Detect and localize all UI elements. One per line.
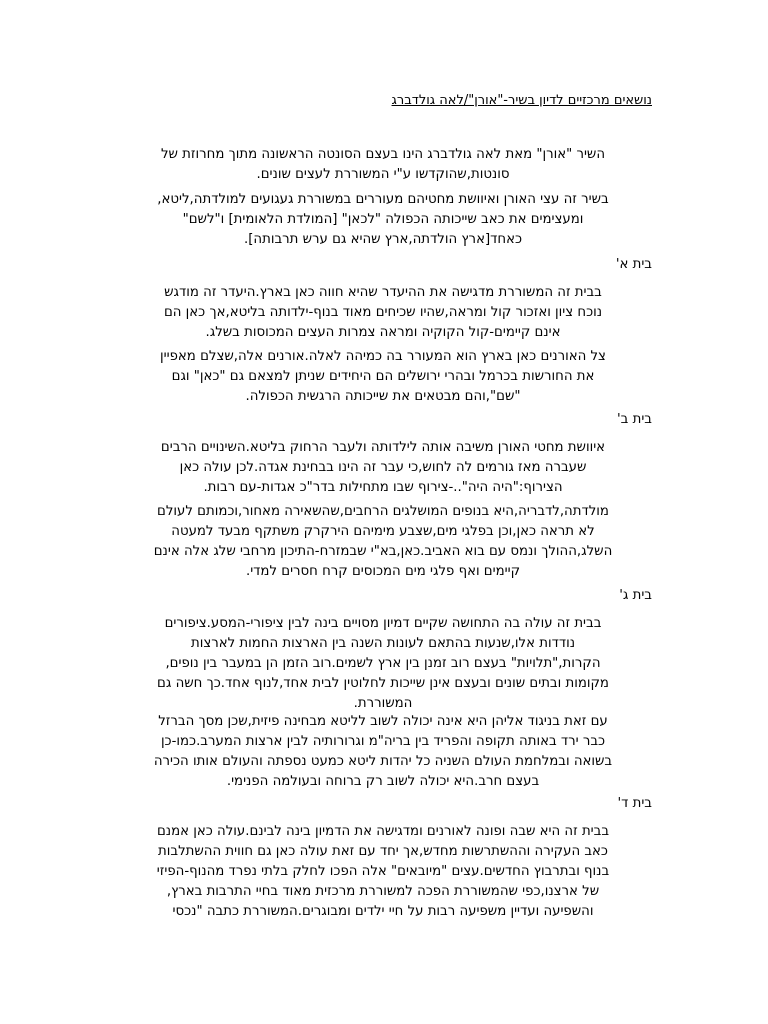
text-line: בבית זה היא שבה ופונה לאורנים ומדגישה את הדמיון בינה לבינם.עולה כאן אמנם [156, 824, 610, 839]
paragraph-stanza2-a [112, 438, 654, 498]
text-line: ומעצימים את כאב שייכותה הכפולה "לכאן" [המולדת הלאומית] ו"לשם" [182, 212, 584, 227]
paragraph-theme [112, 190, 654, 250]
text-line: בעצם חרב.היא יכולה לשוב רק ברוחה ובעולמה הפנימי. [226, 774, 540, 789]
text-line: מולדתה,לדבריה,היא בנופים המושלגים הרחבים,שהשאירה מאחור,וכמותם לעולם [157, 504, 609, 519]
text-line: בבית זה עולה בה התחושה שקיים דמיון מסויים בינה לבין ציפורי-המסע.ציפורים [164, 616, 602, 631]
text-line: כאב העקירה וההשתרשות מחדש,אך יחד עם זאת עולה כאן גם חווית ההשתלבות [158, 844, 608, 859]
text-line: "שם",והם מבטאים את שייכותה הרגשית הכפולה. [245, 389, 521, 404]
text-line: בנוף ובתרבוץ החדשים.עצים "מיובאים" אלה הפכו לחלק בלתי נפרד מהנוף-הפיזי [156, 864, 610, 879]
text-line: נודדות אלו,שנעות בהתאם לעונות השנה בין הארצות החמות לארצות [190, 636, 576, 651]
paragraph-stanza2-b [112, 502, 654, 582]
text-line: אינם קיימים-קול הקוקיה ומראה צמרות העצים המכוסות בשלג. [205, 325, 561, 340]
text-line: נוכח ציון ואזכור קול ומראה,שהיו שכיחים מאוד בנוף-ילדותה בליטא,אך כאן הם [163, 305, 603, 320]
text-line: המשוררת. [353, 696, 413, 711]
text-line: מקומות ובתים שונים ובעצם אינן שייכות לחלוטין לבית אחד,לנוף אחד.כך חשה גם [157, 676, 609, 691]
text-line: צל האורנים כאן בארץ הוא המעורר בה כמיהה לאלה.אורנים אלה,שצלם מאפיין [160, 349, 606, 364]
text-line: של ארצנו,כפי שהמשוררת הפכה למשוררת מרכזית מאוד בחיי התרבות בארץ, [166, 884, 600, 899]
text-line: כבר ירד באותה תקופה והפריד בין בריה"מ וגרורותיה לבין ארצות המערב.כמו-כן [160, 734, 606, 749]
text-line: כאחד[ארץ הולדתה,ארץ שהיא גם ערש תרבותה]. [243, 232, 523, 247]
text-line: סונטות,שהוקדשו ע"י המשוררת לעצים שונים. [256, 167, 510, 182]
stanza-heading-3: בית ג' [619, 588, 652, 603]
stanza-heading-1: בית א' [615, 257, 652, 272]
text-line: השלג,ההולך ונמס עם בוא האביב.כאן,בא"י שבמזרח-התיכון מרחבי שלג אלה אינם [153, 544, 613, 559]
text-line: בשיר זה עצי האורן ואיוושת מחטיהם מעוררים במשוררת געגועים למולדתה,ליטא, [157, 192, 609, 207]
text-line: לא תראה כאן,וכן בפלגי מים,שצבע מימיהם הירקרק משתקף מבעד למעטה [171, 524, 595, 539]
text-line: עם זאת בניגוד אליהן היא אינה יכולה לשוב לליטא מבחינה פיזית,שכן מסך הברזל [158, 714, 608, 729]
text-line: והשפיעה ועדיין משפיעה רבות על חיי ילדים ומבוגרים.המשוררת כתבה "נכסי [172, 904, 594, 919]
text-line: שעברה מאז גורמים לה לחוש,כי עבר זה הינו בבחינת אגדה.לכן עולה כאן [179, 460, 587, 475]
text-line: השיר "אורן" מאת לאה גולדברג הינו בעצם הסונטה הראשונה מתוך מחרוזת של [160, 147, 606, 162]
paragraph-stanza3-a [112, 614, 654, 714]
text-line: קיימים ואף פלגי מים המכוסים קרח חסרים למדי. [245, 564, 521, 579]
text-line: בבית זה המשוררת מדגישה את ההיעדר שהיא חווה כאן בארץ.היעדר זה מודגש [164, 285, 602, 300]
text-line: את החורשות בכרמל ובהרי ירושלים הם היחידים שניתן למצאם גם "כאן" וגם [171, 369, 595, 384]
text-line: הצירוף:"היה היה"..-צירוף שבו מתחילות בדר"כ אגדות-עם רבות. [203, 480, 563, 495]
paragraph-stanza3-b [112, 712, 654, 792]
paragraph-stanza1-b [112, 347, 654, 407]
document-title: נושאים מרכזיים לדיון בשיר-"אורן"/לאה גולדברג [391, 93, 652, 108]
text-line: בשואה ובמלחמת העולם השניה כל יהדות ליטא כמעט נספתה והעולם אותו הכירה [153, 754, 613, 769]
paragraph-intro [112, 145, 654, 185]
paragraph-stanza1-a [112, 283, 654, 343]
text-line: הקרות,"תלויות" בעצם רוב זמנן בין ארץ לשמים.רוב הזמן הן במעבר בין נופים, [165, 656, 601, 671]
stanza-heading-4: בית ד' [617, 796, 652, 811]
stanza-heading-2: בית ב' [617, 412, 652, 427]
paragraph-stanza4-a [112, 822, 654, 922]
text-line: איוושת מחטי האורן משיבה אותה לילדותה ולעבר הרחוק בליטא.השינויים הרבים [160, 440, 606, 455]
